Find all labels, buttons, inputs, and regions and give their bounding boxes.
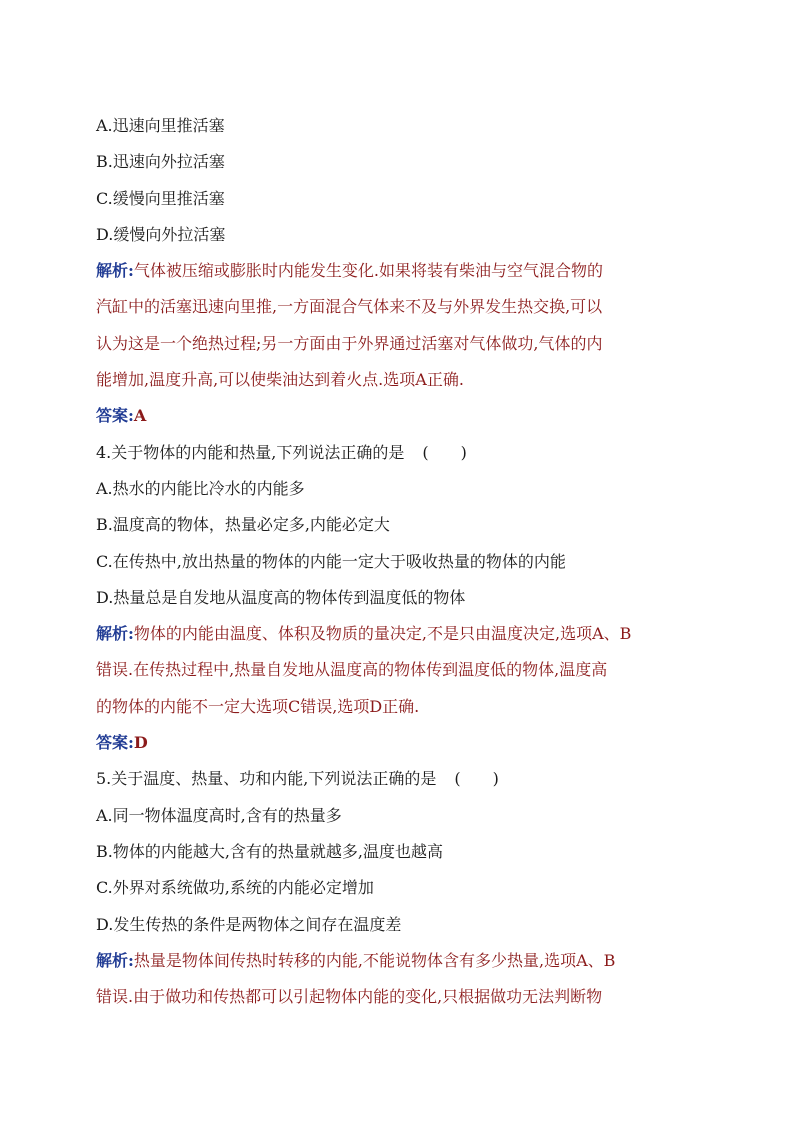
q3-analysis-text-1: 气体被压缩或膨胀时内能发生变化.如果将装有柴油与空气混合物的 — [133, 261, 604, 281]
q3-option-d: D.缓慢向外拉活塞 — [96, 224, 226, 244]
q4-analysis-line-1 — [96, 616, 716, 652]
q5-option-a: A.同一物体温度高时,含有的热量多 — [96, 805, 342, 825]
q5-option-d: D.发生传热的条件是两物体之间存在温度差 — [96, 914, 402, 934]
q3-option-b: B.迅速向外拉活塞 — [96, 152, 225, 172]
q4-option-b: B.温度高的物体，热量必定多,内能必定大 — [96, 515, 390, 535]
q5-stem-text: 5.关于温度、热量、功和内能,下列说法正确的是 — [96, 769, 437, 789]
q4-analysis-text-1: 物体的内能由温度、体积及物质的量决定,不是只由温度决定,选项A、B — [133, 624, 632, 644]
q4-answer — [96, 725, 716, 761]
q4-option-c: C.在传热中,放出热量的物体的内能一定大于吸收热量的物体的内能 — [96, 551, 566, 571]
q3-analysis-line-3: 认为这是一个绝热过程;另一方面由于外界通过活塞对气体做功,气体的内 — [96, 333, 603, 353]
q5-answer-blank: ( ) — [454, 769, 499, 789]
q5-analysis-label: 解析: — [96, 950, 134, 970]
q4-answer-value: D — [133, 733, 148, 753]
q5-option-c: C.外界对系统做功,系统的内能必定增加 — [96, 878, 374, 898]
page-content — [96, 108, 716, 1015]
q4-answer-label: 答案: — [96, 733, 134, 753]
q3-answer-value: A — [133, 406, 147, 426]
q3-option-c: C.缓慢向里推活塞 — [96, 188, 225, 208]
q3-analysis-line-4: 能增加,温度升高,可以使柴油达到着火点.选项A正确. — [96, 370, 464, 390]
q5-option-b: B.物体的内能越大,含有的热量就越多,温度也越高 — [96, 841, 444, 861]
q4-analysis-label: 解析: — [96, 624, 134, 644]
q4-stem — [96, 435, 716, 471]
q4-option-d: D.热量总是自发地从温度高的物体传到温度低的物体 — [96, 587, 466, 607]
q5-analysis-text-1: 热量是物体间传热时转移的内能,不能说物体含有多少热量,选项A、B — [133, 950, 616, 970]
q5-analysis-line-1 — [96, 943, 716, 979]
q3-answer — [96, 398, 716, 434]
q4-analysis-line-3: 的物体的内能不一定大选项C错误,选项D正确. — [96, 696, 420, 716]
q4-stem-text: 4.关于物体的内能和热量,下列说法正确的是 — [96, 442, 405, 462]
q5-stem — [96, 761, 716, 797]
q5-analysis-line-2: 错误.由于做功和传热都可以引起物体内能的变化,只根据做功无法判断物 — [96, 987, 603, 1007]
q4-option-a: A.热水的内能比冷水的内能多 — [96, 478, 305, 498]
q4-answer-blank: ( ) — [422, 442, 467, 462]
q3-analysis-line-1 — [96, 253, 716, 289]
q3-analysis-label: 解析: — [96, 261, 134, 281]
q3-answer-label: 答案: — [96, 406, 134, 426]
q4-analysis-line-2: 错误.在传热过程中,热量自发地从温度高的物体传到温度低的物体,温度高 — [96, 660, 608, 680]
q3-analysis-line-2: 汽缸中的活塞迅速向里推,一方面混合气体来不及与外界发生热交换,可以 — [96, 297, 603, 317]
q3-option-a: A.迅速向里推活塞 — [96, 116, 225, 135]
